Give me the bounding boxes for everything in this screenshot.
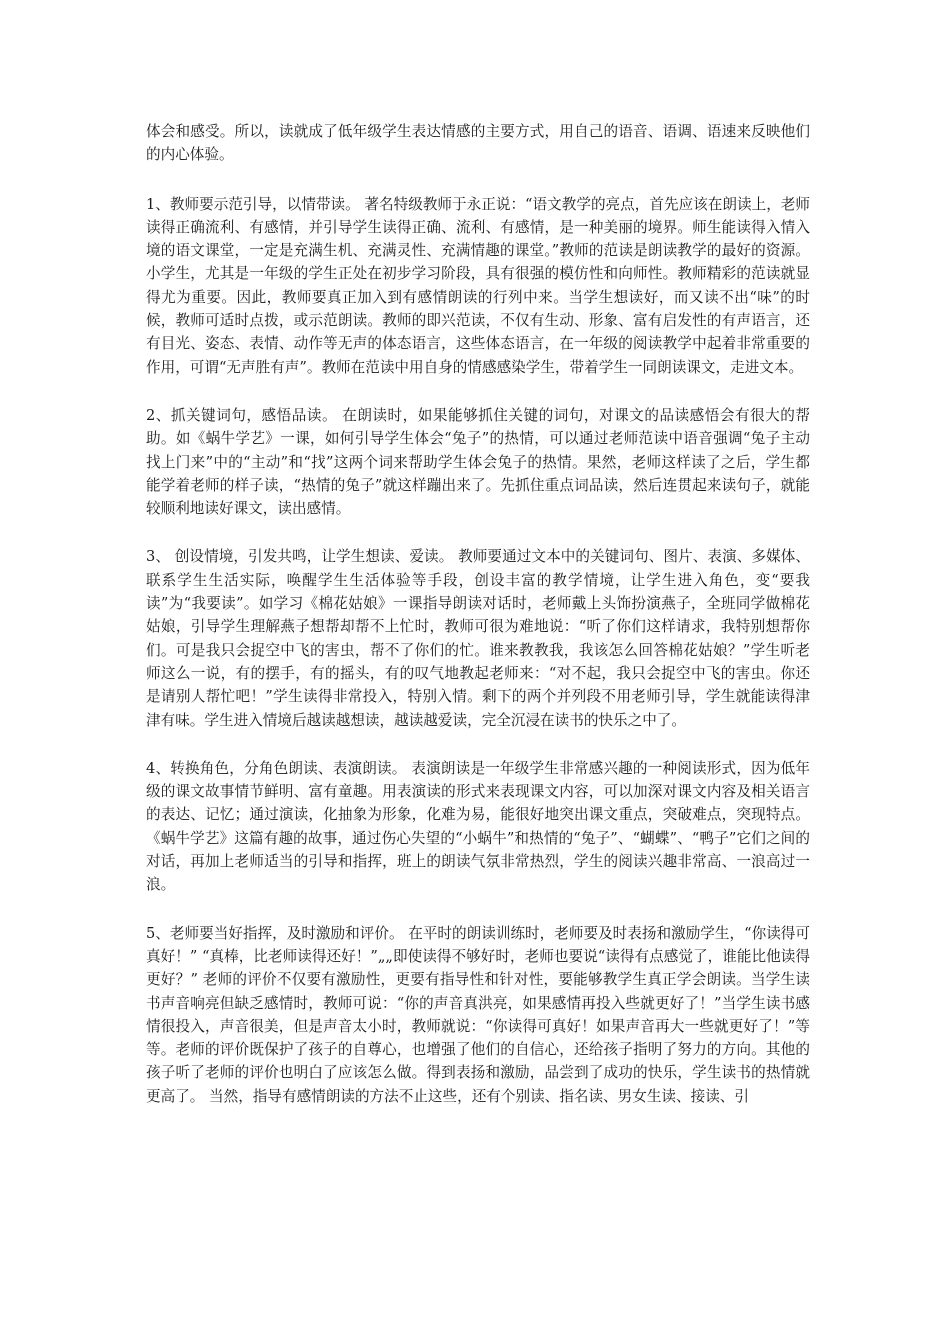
paragraph-section-4: 4、转换角色，分角色朗读、表演朗读。 表演朗读是一年级学生非常感兴趣的一种阅读形式，因为低年级的课文故事情节鲜明、富有童趣。用表演读的形式来表现课文内容，可以加深对课文内容及相关语言的表达、记忆；通过演读，化抽象为形象，化难为易，能很好地突出课文重点，突破难点，突现特点。《蜗牛学艺》这篇有趣的故事，通过伤心失望的“小蜗牛”和热情的“兔子”、“蝴蝶”、“鸭子”它们之间的对话，再加上老师适当的引导和指挥，班上的朗读气氛非常热烈，学生的阅读兴趣非常高、一浪高过一浪。	[146, 759, 810, 894]
paragraph-section-2: 2、抓关键词句，感悟品读。 在朗读时，如果能够抓住关键的词句，对课文的品读感悟会有很大的帮助。如《蜗牛学艺》一课，如何引导学生体会“兔子”的热情，可以通过老师范读中语音强调“兔子主动找上门来”中的“主动”和“找”这两个词来帮助学生体会兔子的热情。果然，老师这样读了之后，学生都能学着老师的样子读，“热情的兔子”就这样蹦出来了。先抓住重点词品读，然后连贯起来读句子，就能较顺利地读好课文，读出感情。	[146, 406, 810, 518]
paragraph-section-3: 3、 创设情境，引发共鸣，让学生想读、爱读。 教师要通过文本中的关键词句、图片、表演、多媒体、联系学生生活实际，唤醒学生生活体验等手段，创设丰富的教学情境，让学生进入角色，变“要我读”为“我要读”。如学习《棉花姑娘》一课指导朗读对话时，老师戴上头饰扮演燕子，全班同学做棉花姑娘，引导学生理解燕子想帮却帮不上忙时，教师可很为难地说：“听了你们这样请求，我特别想帮你们。可是我只会捉空中飞的害虫，帮不了你们的忙。谁来教教我，我该怎么回答棉花姑娘？”学生听老师这么一说，有的摆手，有的摇头，有的叹气地教起老师来：“对不起，我只会捉空中飞的害虫。你还是请别人帮忙吧！”学生读得非常投入，特别入情。剩下的两个并列段不用老师引导，学生就能读得津津有味。学生进入情境后越读越想读，越读越爱读，完全沉浸在读书的快乐之中了。	[146, 548, 810, 729]
paragraph-intro: 体会和感受。所以，读就成了低年级学生表达情感的主要方式，用自己的语音、语调、语速来反映他们的内心体验。	[146, 123, 810, 164]
paragraph-section-1: 1、教师要示范引导，以情带读。 著名特级教师于永正说：“语文教学的亮点，首先应该在朗读上，老师读得正确流利、有感情，并引导学生读得正确、流利、有感情，是一种美丽的境界。师生能读得入情入境的语文课堂，一定是充满生机、充满灵性、充满情趣的课堂。”教师的范读是朗读教学的最好的资源。小学生，尤其是一年级的学生正处在初步学习阶段，具有很强的模仿性和向师性。教师精彩的范读就显得尤为重要。因此，教师要真正加入到有感情朗读的行列中来。当学生想读好，而又读不出“味”的时候，教师可适时点拨，或示范朗读。教师的即兴范读，不仅有生动、形象、富有启发性的有声语言，还有目光、姿态、表情、动作等无声的体态语言，这些体态语言，在一年级的阅读教学中起着非常重要的作用，可谓“无声胜有声”。教师在范读中用自身的情感感染学生，带着学生一同朗读课文，走进文本。	[146, 195, 810, 376]
document-body	[146, 120, 810, 1108]
paragraph-section-5: 5、老师要当好指挥，及时激励和评价。 在平时的朗读训练时，老师要及时表扬和激励学生，“你读得可真好！” “真棒，比老师读得还好！”„„即使读得不够好时，老师也要说“读得有点感觉了，谁能比他读得更好？” 老师的评价不仅要有激励性，更要有指导性和针对性，要能够教学生真正学会朗读。当学生读书声音响亮但缺乏感情时，教师可说：“你的声音真洪亮，如果感情再投入些就更好了！”当学生读书感情很投入，声音很美，但是声音太小时，教师就说：“你读得可真好！如果声音再大一些就更好了！”等等。老师的评价既保护了孩子的自尊心，也增强了他们的自信心，还给孩子指明了努力的方向。其他的孩子听了老师的评价也明白了应该怎么做。得到表扬和激励，品尝到了成功的快乐，学生读书的热情就更高了。 当然，指导有感情朗读的方法不止这些，还有个别读、指名读、男女生读、接读、引	[146, 924, 810, 1105]
